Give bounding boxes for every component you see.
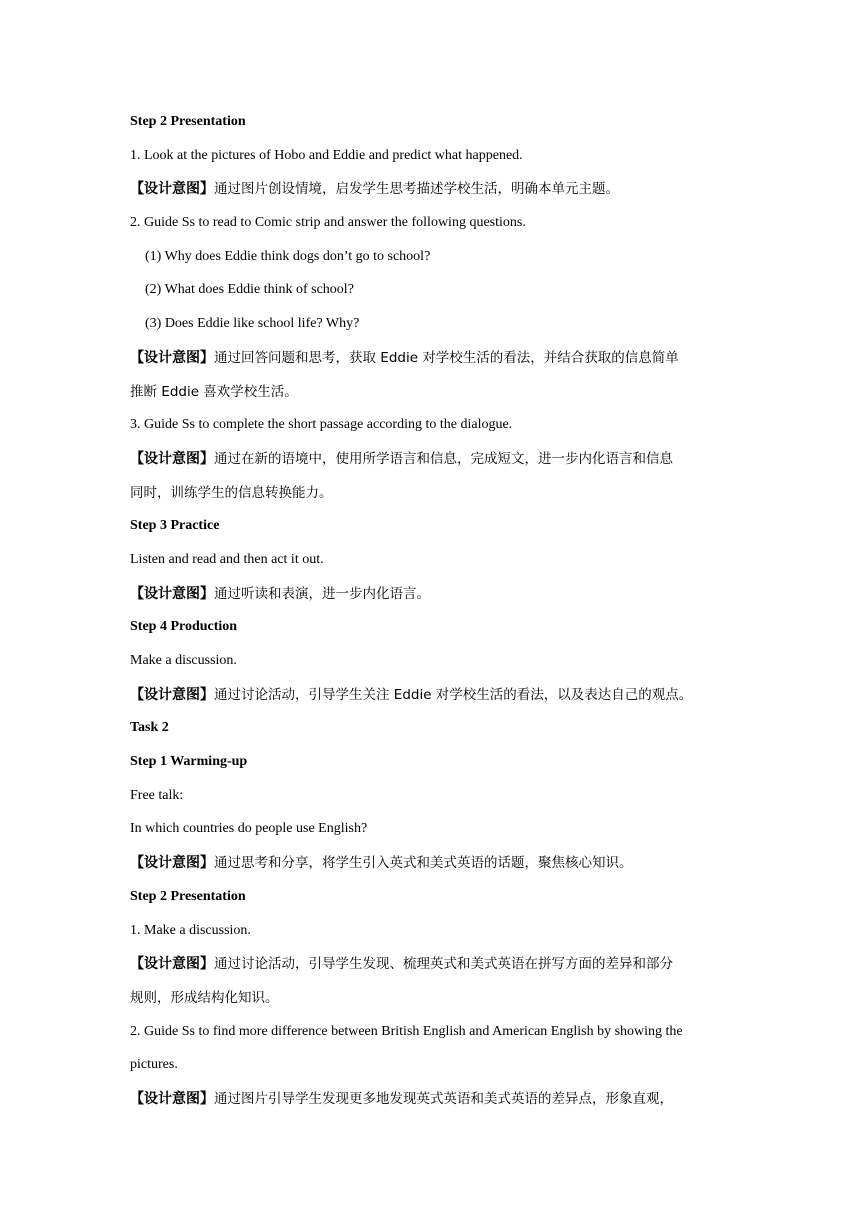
intent-label: 【设计意图】 bbox=[130, 181, 214, 198]
intent-text: 推断 Eddie 喜欢学校生活。 bbox=[130, 383, 298, 400]
intent-text: 通过在新的语境中，使用所学语言和信息，完成短文，进一步内化语言和信息 bbox=[214, 450, 673, 467]
intent-text: 通过听读和表演，进一步内化语言。 bbox=[214, 585, 430, 602]
intent-label: 【设计意图】 bbox=[130, 686, 214, 703]
intent-text: 同时，训练学生的信息转换能力。 bbox=[130, 484, 333, 501]
paragraph-continued: pictures. bbox=[130, 1057, 178, 1073]
intent-text: 通过思考和分享，将学生引入英式和美式英语的话题，聚焦核心知识。 bbox=[214, 855, 633, 872]
section-heading: Step 2 Presentation bbox=[130, 888, 246, 904]
design-intent bbox=[130, 1087, 730, 1121]
intent-text: 通过讨论活动，引导学生关注 Eddie 对学校生活的看法，以及表达自己的观点。 bbox=[214, 686, 693, 703]
section-heading: Step 1 Warming-up bbox=[130, 754, 248, 770]
intent-text: 通过回答问题和思考，获取 Eddie 对学校生活的看法，并结合获取的信息简单 bbox=[214, 349, 679, 366]
design-intent bbox=[130, 582, 730, 616]
task-heading: Task 2 bbox=[130, 720, 169, 736]
paragraph: In which countries do people use English? bbox=[130, 821, 368, 837]
section-heading: Step 4 Production bbox=[130, 619, 238, 635]
question: (2) What does Eddie think of school? bbox=[145, 282, 354, 298]
design-intent-continued bbox=[130, 380, 730, 414]
paragraph: Listen and read and then act it out. bbox=[130, 551, 324, 567]
intent-text: 通过图片创设情境，启发学生思考描述学校生活，明确本单元主题。 bbox=[214, 181, 619, 198]
paragraph: 2. Guide Ss to read to Comic strip and answer the following questions. bbox=[130, 215, 526, 231]
intent-label: 【设计意图】 bbox=[130, 855, 214, 872]
paragraph: Make a discussion. bbox=[130, 653, 237, 668]
design-intent bbox=[130, 177, 730, 211]
document-page bbox=[130, 110, 730, 1121]
question: (3) Does Eddie like school life? Why? bbox=[145, 316, 360, 332]
design-intent bbox=[130, 851, 730, 885]
paragraph: 2. Guide Ss to find more difference between British English and American English by showing the bbox=[130, 1023, 683, 1039]
intent-label: 【设计意图】 bbox=[130, 585, 214, 602]
intent-label: 【设计意图】 bbox=[130, 349, 214, 366]
intent-text: 规则，形成结构化知识。 bbox=[130, 989, 279, 1006]
design-intent-continued bbox=[130, 481, 730, 515]
design-intent bbox=[130, 346, 730, 380]
intent-label: 【设计意图】 bbox=[130, 1090, 214, 1107]
intent-label: 【设计意图】 bbox=[130, 956, 214, 973]
paragraph: 1. Look at the pictures of Hobo and Eddie and predict what happened. bbox=[130, 147, 523, 163]
intent-label: 【设计意图】 bbox=[130, 450, 214, 467]
design-intent bbox=[130, 447, 730, 481]
section-heading: Step 2 Presentation bbox=[130, 114, 246, 129]
intent-text: 通过图片引导学生发现更多地发现英式英语和美式英语的差异点，形象直观， bbox=[214, 1090, 673, 1107]
paragraph: 1. Make a discussion. bbox=[130, 922, 251, 938]
design-intent-continued bbox=[130, 986, 730, 1020]
intent-text: 通过讨论活动，引导学生发现、梳理英式和美式英语在拼写方面的差异和部分 bbox=[214, 956, 673, 973]
paragraph: 3. Guide Ss to complete the short passage according to the dialogue. bbox=[130, 417, 513, 433]
paragraph: Free talk: bbox=[130, 787, 184, 803]
design-intent bbox=[130, 683, 730, 717]
question: (1) Why does Eddie think dogs don’t go to school? bbox=[145, 248, 431, 264]
section-heading: Step 3 Practice bbox=[130, 518, 220, 534]
design-intent bbox=[130, 952, 730, 986]
